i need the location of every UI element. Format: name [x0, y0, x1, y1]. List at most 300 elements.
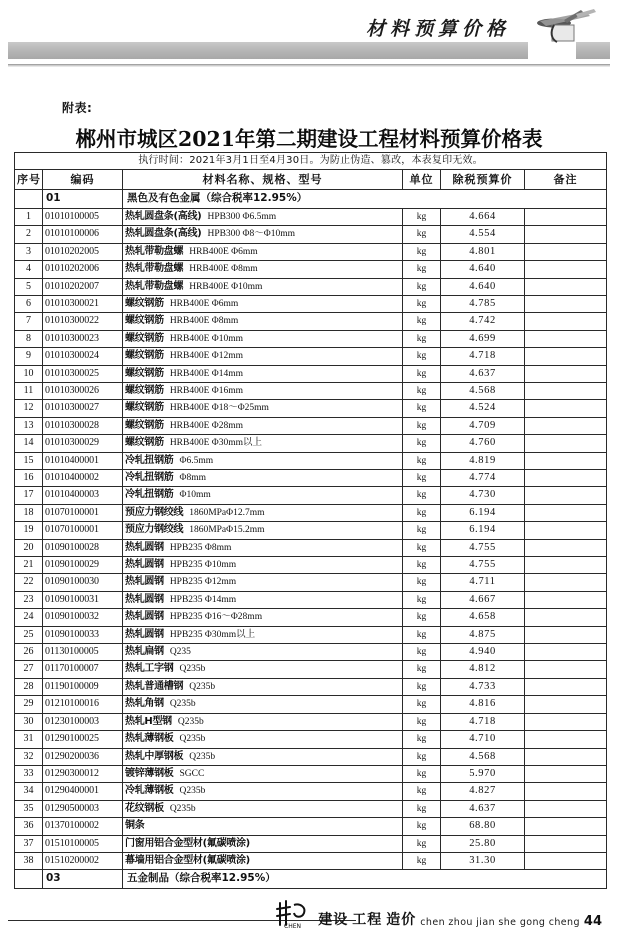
material-spec-text: 1860MPaΦ15.2mm — [189, 525, 265, 536]
cell-seq: 20 — [15, 539, 43, 556]
cell-code: 01010300023 — [43, 330, 123, 347]
table-row — [15, 470, 607, 487]
material-spec-text: HRB400E Φ10mm — [189, 281, 263, 292]
material-name-text: 热轧圆钢 — [125, 628, 164, 640]
cell-unit: kg — [403, 557, 441, 574]
column-header-note: 备注 — [525, 170, 607, 190]
cell-price: 4.554 — [441, 226, 525, 243]
material-price-table — [14, 152, 607, 889]
cell-code: 01190100009 — [43, 678, 123, 695]
cell-price: 4.568 — [441, 382, 525, 399]
cell-unit: kg — [403, 470, 441, 487]
cell-seq: 1 — [15, 208, 43, 225]
material-spec-text: HRB400E Φ12mm — [169, 351, 243, 362]
material-spec-text: Φ6.5mm — [179, 455, 214, 466]
cell-unit: kg — [403, 435, 441, 452]
cell-unit: kg — [403, 348, 441, 365]
cell-seq: 2 — [15, 226, 43, 243]
cell-price: 6.194 — [441, 522, 525, 539]
cell-note — [525, 574, 607, 591]
table-row — [15, 835, 607, 852]
cell-price: 4.524 — [441, 400, 525, 417]
cell-code: 01130100005 — [43, 644, 123, 661]
cell-seq: 19 — [15, 522, 43, 539]
cell-material-name — [123, 261, 403, 278]
page-number: 44 — [583, 914, 602, 929]
column-header-seq: 序号 — [15, 170, 43, 190]
material-spec-text: HRB400E Φ18～Φ25mm — [169, 403, 269, 414]
table-row — [15, 261, 607, 278]
cell-price: 4.637 — [441, 365, 525, 382]
cell-note — [525, 609, 607, 626]
material-spec-text: HPB235 Φ14mm — [169, 594, 237, 605]
cell-unit: kg — [403, 295, 441, 312]
cell-unit: kg — [403, 226, 441, 243]
cell-note — [525, 470, 607, 487]
material-name-text: 花纹钢板 — [125, 802, 164, 814]
cell-note — [525, 626, 607, 643]
cell-note — [525, 765, 607, 782]
material-spec-text: Q235b — [179, 664, 206, 675]
table-row — [15, 818, 607, 835]
material-name-text: 镀锌薄钢板 — [125, 767, 174, 779]
cell-unit: kg — [403, 661, 441, 678]
material-spec-text: Q235b — [189, 751, 216, 762]
table-row — [15, 609, 607, 626]
material-name-text: 冷轧扭钢筋 — [125, 454, 174, 466]
cell-code: 01010300026 — [43, 382, 123, 399]
page-header — [0, 0, 618, 78]
cell-seq: 17 — [15, 487, 43, 504]
cell-unit: kg — [403, 713, 441, 730]
cell-material-name — [123, 696, 403, 713]
cell-code: 01290200036 — [43, 748, 123, 765]
cell-price: 4.801 — [441, 243, 525, 260]
brand-pinyin: chen zhou jian she gong cheng — [420, 917, 580, 928]
material-spec-text: Q235b — [179, 734, 206, 745]
material-name-text: 热轧中厚钢板 — [125, 750, 184, 762]
cell-note — [525, 800, 607, 817]
cell-material-name — [123, 382, 403, 399]
table-row — [15, 661, 607, 678]
cell-price: 4.658 — [441, 609, 525, 626]
cell-seq: 8 — [15, 330, 43, 347]
cell-code: 01010202005 — [43, 243, 123, 260]
cell-price: 4.785 — [441, 295, 525, 312]
cell-unit: kg — [403, 539, 441, 556]
cell-code: 01010300022 — [43, 313, 123, 330]
material-spec-text: Q235b — [169, 803, 196, 814]
cell-seq: 10 — [15, 365, 43, 382]
cell-unit: kg — [403, 835, 441, 852]
table-row — [15, 208, 607, 225]
cell-price: 4.755 — [441, 557, 525, 574]
cell-note — [525, 365, 607, 382]
cell-seq: 27 — [15, 661, 43, 678]
cell-seq: 5 — [15, 278, 43, 295]
page-footer — [0, 885, 618, 933]
table-row — [15, 313, 607, 330]
material-name-text: 螺纹钢筋 — [125, 402, 164, 414]
table-row — [15, 243, 607, 260]
cell-material-name — [123, 852, 403, 869]
group-name: 黑色及有色金属（综合税率12.95%） — [123, 190, 607, 209]
material-name-text: 螺纹钢筋 — [125, 367, 164, 379]
cell-seq: 26 — [15, 644, 43, 661]
cell-material-name — [123, 818, 403, 835]
material-spec-text: Q235b — [179, 786, 206, 797]
cell-code: 01090100028 — [43, 539, 123, 556]
cell-seq: 16 — [15, 470, 43, 487]
cell-note — [525, 696, 607, 713]
table-row — [15, 295, 607, 312]
table-row — [15, 748, 607, 765]
table-row — [15, 713, 607, 730]
brand-text-jianshe: 建设 — [318, 912, 349, 928]
material-name-text: 螺纹钢筋 — [125, 384, 164, 396]
cell-note — [525, 417, 607, 434]
table-row — [15, 522, 607, 539]
material-spec-text: HRB400E Φ10mm — [169, 333, 243, 344]
cell-code: 01010300025 — [43, 365, 123, 382]
cell-unit: kg — [403, 417, 441, 434]
cell-code: 01370100002 — [43, 818, 123, 835]
cell-price: 4.742 — [441, 313, 525, 330]
material-name-text: 热轧工字钢 — [125, 663, 174, 675]
cell-note — [525, 644, 607, 661]
header-banner-title: 材料预算价格 — [365, 18, 510, 40]
material-name-text: 热轧圆钢 — [125, 611, 164, 623]
cell-note — [525, 504, 607, 521]
cell-material-name — [123, 765, 403, 782]
table-group-row — [15, 190, 607, 209]
cell-note — [525, 661, 607, 678]
material-name-text: 螺纹钢筋 — [125, 437, 164, 449]
cell-price: 4.827 — [441, 783, 525, 800]
table-row — [15, 382, 607, 399]
cell-note — [525, 313, 607, 330]
cell-unit: kg — [403, 800, 441, 817]
table-row — [15, 330, 607, 347]
material-spec-text: HRB400E Φ8mm — [189, 264, 258, 275]
cell-unit: kg — [403, 522, 441, 539]
column-header-code: 编码 — [43, 170, 123, 190]
price-table-container — [14, 152, 606, 889]
material-name-text: 螺纹钢筋 — [125, 350, 164, 362]
material-spec-text: Q235 — [169, 647, 191, 658]
material-name-text: 热轧圆盘条(高线) — [125, 228, 202, 240]
cell-note — [525, 713, 607, 730]
table-row — [15, 539, 607, 556]
cell-code: 01010400001 — [43, 452, 123, 469]
cell-unit: kg — [403, 696, 441, 713]
cell-seq: 6 — [15, 295, 43, 312]
cell-note — [525, 243, 607, 260]
cell-unit: kg — [403, 382, 441, 399]
cell-seq: 4 — [15, 261, 43, 278]
group-code: 03 — [43, 870, 123, 889]
cell-seq: 13 — [15, 417, 43, 434]
cell-note — [525, 261, 607, 278]
material-name-text: 热轧圆钢 — [125, 576, 164, 588]
cell-material-name — [123, 504, 403, 521]
svg-text:CHEN: CHEN — [284, 923, 302, 929]
material-name-text: 冷轧扭钢筋 — [125, 489, 174, 501]
cell-code: 01010100006 — [43, 226, 123, 243]
material-name-text: 铜条 — [125, 820, 145, 832]
cell-material-name — [123, 783, 403, 800]
cell-code: 01090100030 — [43, 574, 123, 591]
cell-price: 6.194 — [441, 504, 525, 521]
cell-seq: 37 — [15, 835, 43, 852]
group-name: 五金制品（综合税率12.95%） — [123, 870, 607, 889]
cell-unit: kg — [403, 783, 441, 800]
cell-material-name — [123, 278, 403, 295]
material-name-text: 热轧H型钢 — [125, 715, 172, 727]
cell-material-name — [123, 487, 403, 504]
material-name-text: 热轧带勒盘螺 — [125, 263, 184, 275]
table-row — [15, 783, 607, 800]
material-name-text: 热轧圆钢 — [125, 593, 164, 605]
cell-price: 4.699 — [441, 330, 525, 347]
cell-code: 01090100033 — [43, 626, 123, 643]
table-row — [15, 626, 607, 643]
cell-price: 4.940 — [441, 644, 525, 661]
cell-price: 4.819 — [441, 452, 525, 469]
cell-seq: 29 — [15, 696, 43, 713]
cell-note — [525, 208, 607, 225]
material-spec-text: SGCC — [179, 768, 205, 779]
cell-price: 4.718 — [441, 713, 525, 730]
table-row — [15, 365, 607, 382]
cell-price: 4.640 — [441, 278, 525, 295]
cell-unit: kg — [403, 365, 441, 382]
cell-code: 01010300029 — [43, 435, 123, 452]
cell-seq: 24 — [15, 609, 43, 626]
cell-material-name — [123, 313, 403, 330]
cell-code: 01090100032 — [43, 609, 123, 626]
material-name-text: 热轧圆盘条(高线) — [125, 210, 202, 222]
table-row — [15, 557, 607, 574]
cell-seq: 14 — [15, 435, 43, 452]
table-row — [15, 417, 607, 434]
material-name-text: 热轧圆钢 — [125, 541, 164, 553]
cell-material-name — [123, 713, 403, 730]
cell-unit: kg — [403, 591, 441, 608]
cell-seq: 22 — [15, 574, 43, 591]
material-name-text: 热轧扁钢 — [125, 646, 164, 658]
table-row — [15, 852, 607, 869]
cell-price: 4.718 — [441, 348, 525, 365]
cell-seq: 9 — [15, 348, 43, 365]
cell-material-name — [123, 731, 403, 748]
cell-note — [525, 731, 607, 748]
cell-unit: kg — [403, 765, 441, 782]
cell-unit: kg — [403, 313, 441, 330]
cell-seq: 35 — [15, 800, 43, 817]
cell-material-name — [123, 417, 403, 434]
cell-code: 01010400002 — [43, 470, 123, 487]
cell-seq: 31 — [15, 731, 43, 748]
material-name-text: 热轧圆钢 — [125, 559, 164, 571]
cell-code: 01090100031 — [43, 591, 123, 608]
material-spec-text: HPB235 Φ8mm — [169, 542, 232, 553]
material-spec-text: HRB400E Φ30mm以上 — [169, 438, 262, 449]
cell-note — [525, 348, 607, 365]
cell-price: 25.80 — [441, 835, 525, 852]
cell-unit: kg — [403, 852, 441, 869]
cell-material-name — [123, 678, 403, 695]
cell-price: 5.970 — [441, 765, 525, 782]
page-title: 郴州市城区2021年第二期建设工程材料预算价格表 — [75, 127, 543, 151]
material-name-text: 幕墙用铝合金型材(氟碳喷涂) — [125, 854, 250, 866]
cell-unit: kg — [403, 644, 441, 661]
material-spec-text: HRB400E Φ14mm — [169, 368, 243, 379]
cell-price: 4.760 — [441, 435, 525, 452]
table-row — [15, 678, 607, 695]
cell-seq: 38 — [15, 852, 43, 869]
cell-unit: kg — [403, 330, 441, 347]
table-row — [15, 574, 607, 591]
material-spec-text: HPB235 Φ12mm — [169, 577, 237, 588]
attachment-label: 附表: — [62, 101, 93, 115]
cell-material-name — [123, 226, 403, 243]
cell-material-name — [123, 522, 403, 539]
material-spec-text: Q235b — [189, 681, 216, 692]
cell-unit: kg — [403, 504, 441, 521]
material-spec-text: HPB235 Φ30mm以上 — [169, 629, 256, 640]
cell-material-name — [123, 452, 403, 469]
cell-seq: 33 — [15, 765, 43, 782]
group-seq — [15, 190, 43, 209]
cell-material-name — [123, 330, 403, 347]
cell-seq: 18 — [15, 504, 43, 521]
cell-code: 01010400003 — [43, 487, 123, 504]
column-header-price: 除税预算价 — [441, 170, 525, 190]
table-body — [15, 190, 607, 888]
cell-unit: kg — [403, 626, 441, 643]
material-spec-text: HRB400E Φ6mm — [189, 246, 258, 257]
material-spec-text: Q235b — [177, 716, 204, 727]
cell-seq: 32 — [15, 748, 43, 765]
cell-code: 01290400001 — [43, 783, 123, 800]
material-spec-text: HRB400E Φ28mm — [169, 420, 243, 431]
cell-code: 01010300028 — [43, 417, 123, 434]
table-row — [15, 278, 607, 295]
column-header-unit: 单位 — [403, 170, 441, 190]
cell-note — [525, 295, 607, 312]
cell-price: 4.755 — [441, 539, 525, 556]
cell-unit: kg — [403, 208, 441, 225]
material-spec-text: HPB300 Φ8～Φ10mm — [207, 229, 295, 240]
material-spec-text: Φ8mm — [179, 473, 206, 483]
cell-seq: 12 — [15, 400, 43, 417]
cell-material-name — [123, 435, 403, 452]
cell-seq: 36 — [15, 818, 43, 835]
cell-material-name — [123, 609, 403, 626]
header-rule — [8, 64, 610, 67]
material-name-text: 热轧普通槽钢 — [125, 680, 184, 692]
cell-price: 4.637 — [441, 800, 525, 817]
cell-note — [525, 435, 607, 452]
cell-seq: 23 — [15, 591, 43, 608]
material-name-text: 螺纹钢筋 — [125, 315, 164, 327]
cell-price: 4.709 — [441, 417, 525, 434]
material-spec-text: HPB300 Φ6.5mm — [207, 211, 277, 222]
cell-code: 01210100016 — [43, 696, 123, 713]
cell-unit: kg — [403, 609, 441, 626]
material-name-text: 热轧薄钢板 — [125, 733, 174, 745]
cell-unit: kg — [403, 278, 441, 295]
cell-material-name — [123, 661, 403, 678]
cell-seq: 11 — [15, 382, 43, 399]
table-row — [15, 504, 607, 521]
cell-material-name — [123, 400, 403, 417]
table-row — [15, 731, 607, 748]
cell-note — [525, 852, 607, 869]
footer-brand — [274, 897, 602, 929]
material-name-text: 冷轧扭钢筋 — [125, 472, 174, 483]
cell-price: 4.640 — [441, 261, 525, 278]
cell-unit: kg — [403, 261, 441, 278]
cell-note — [525, 818, 607, 835]
cell-price: 68.80 — [441, 818, 525, 835]
cell-price: 4.568 — [441, 748, 525, 765]
cell-unit: kg — [403, 487, 441, 504]
material-spec-text: Φ10mm — [179, 490, 211, 501]
table-row — [15, 591, 607, 608]
cell-unit: kg — [403, 748, 441, 765]
table-row — [15, 435, 607, 452]
cell-code: 01090100029 — [43, 557, 123, 574]
header-gray-bar — [8, 42, 610, 59]
material-spec-text: HRB400E Φ16mm — [169, 385, 243, 396]
cell-code: 01510100005 — [43, 835, 123, 852]
cell-note — [525, 539, 607, 556]
cell-seq: 34 — [15, 783, 43, 800]
cell-price: 4.710 — [441, 731, 525, 748]
cell-price: 4.730 — [441, 487, 525, 504]
cell-note — [525, 400, 607, 417]
table-header-row — [15, 170, 607, 190]
material-name-text: 热轧带勒盘螺 — [125, 280, 184, 292]
cell-unit: kg — [403, 452, 441, 469]
cell-seq: 25 — [15, 626, 43, 643]
material-name-text: 螺纹钢筋 — [125, 297, 164, 309]
cell-code: 01070100001 — [43, 522, 123, 539]
cell-price: 4.875 — [441, 626, 525, 643]
group-code: 01 — [43, 190, 123, 209]
column-header-name: 材料名称、规格、型号 — [123, 170, 403, 190]
cell-code: 01010300021 — [43, 295, 123, 312]
cell-material-name — [123, 591, 403, 608]
cell-note — [525, 591, 607, 608]
material-name-text: 热轧带勒盘螺 — [125, 245, 184, 257]
material-name-text: 螺纹钢筋 — [125, 332, 164, 344]
cell-price: 31.30 — [441, 852, 525, 869]
cell-material-name — [123, 574, 403, 591]
cell-unit: kg — [403, 678, 441, 695]
cell-code: 01010300024 — [43, 348, 123, 365]
material-spec-text: HRB400E Φ8mm — [169, 316, 239, 327]
cell-material-name — [123, 365, 403, 382]
cell-code: 01010202006 — [43, 261, 123, 278]
cell-price: 4.774 — [441, 470, 525, 487]
cell-note — [525, 522, 607, 539]
material-spec-text: Q235b — [169, 699, 196, 710]
material-name-text: 热轧角钢 — [125, 698, 164, 710]
cell-note — [525, 382, 607, 399]
